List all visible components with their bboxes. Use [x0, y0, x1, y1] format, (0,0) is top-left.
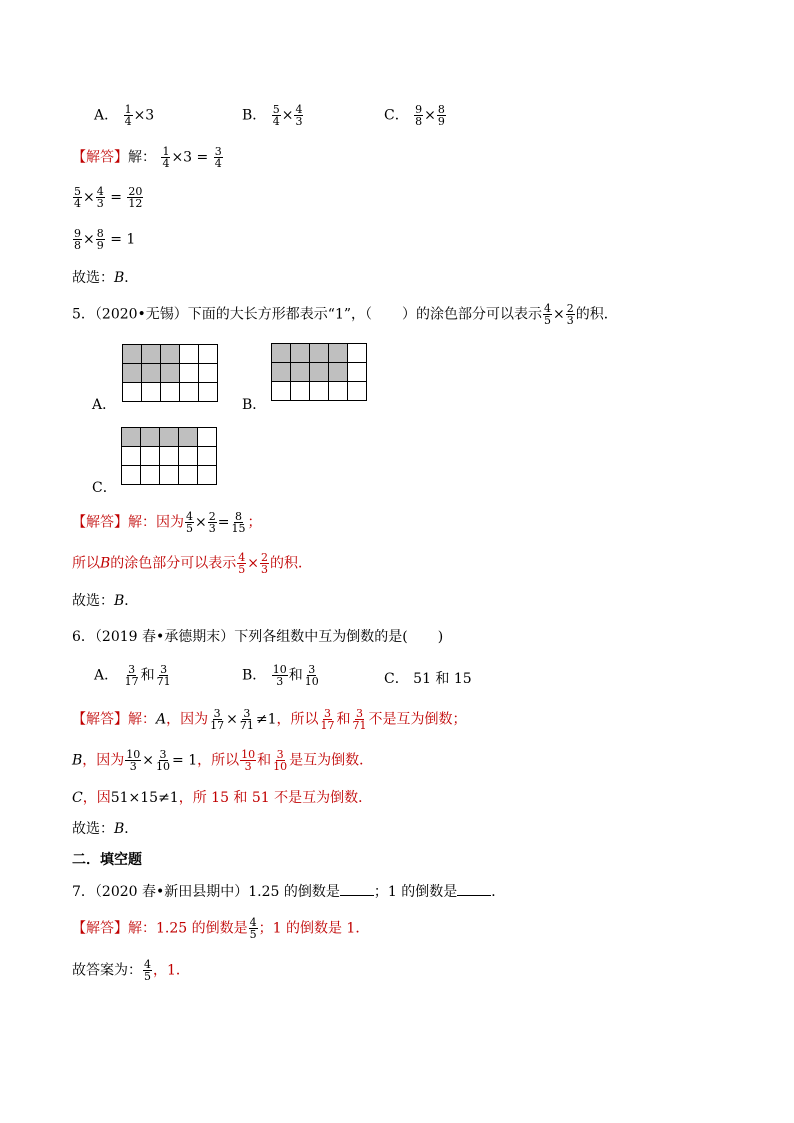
- denominator: 15: [231, 522, 246, 535]
- answer-prefix: 解：: [128, 711, 156, 728]
- denominator: 4: [162, 157, 170, 170]
- stem-text: ): [437, 629, 444, 645]
- option-letter: B．: [242, 667, 267, 684]
- numerator: 3: [276, 748, 284, 761]
- answer-label: 【解答】: [72, 711, 128, 728]
- final-text: ，1．: [153, 962, 190, 979]
- final-label: 故答案为：: [72, 962, 142, 979]
- answer-letter: C: [72, 790, 83, 806]
- fraction: [143, 959, 152, 982]
- fraction: [230, 511, 246, 534]
- equals-result: = 1: [110, 231, 136, 248]
- numerator: 10: [126, 748, 141, 761]
- fraction: [272, 104, 281, 127]
- choice-label: 故选：: [72, 821, 114, 837]
- denominator: 3: [295, 115, 303, 128]
- answer-text: 所以: [72, 555, 100, 572]
- fraction: [124, 664, 140, 687]
- numerator: 5: [272, 103, 280, 116]
- choice-letter: B: [114, 593, 125, 609]
- numerator: 9: [74, 227, 81, 240]
- answer-text: ，因为: [166, 711, 209, 728]
- fraction: [161, 146, 170, 169]
- denominator: 3: [566, 314, 574, 327]
- q5-answer-line-1: [72, 511, 261, 534]
- q4-choice: [72, 268, 138, 288]
- q5-choice: [72, 591, 138, 611]
- answer-text: 解：1.25 的倒数是: [128, 920, 248, 937]
- denominator: 5: [186, 522, 193, 535]
- option-letter: C．: [384, 671, 409, 687]
- numerator: 8: [96, 227, 104, 240]
- numerator: 1: [162, 145, 170, 158]
- equals-result: = 1: [172, 752, 198, 769]
- stem-text: ）的涂色部分可以表示: [402, 306, 543, 323]
- denominator: 71: [352, 719, 367, 732]
- choice-end: ．: [124, 593, 139, 609]
- denominator: 9: [96, 239, 104, 252]
- q4-answer-line-3: [72, 228, 135, 251]
- q4-answer-line-1: [72, 146, 224, 169]
- fraction: [73, 186, 82, 209]
- answer-text: 的积．: [270, 555, 313, 572]
- denominator: 10: [304, 675, 319, 688]
- fraction: [155, 749, 171, 772]
- choice-letter: B: [114, 821, 125, 837]
- fraction: [127, 186, 143, 209]
- numerator: 3: [324, 707, 331, 720]
- fraction: [239, 708, 255, 731]
- fraction: [208, 511, 217, 534]
- option-letter: A．: [94, 667, 119, 684]
- denominator: 4: [272, 115, 280, 128]
- fraction: [156, 664, 172, 687]
- times-sign: ×: [553, 306, 565, 323]
- q4-option-b: [242, 104, 304, 127]
- fraction: [352, 708, 368, 731]
- denominator: 71: [156, 675, 171, 688]
- answer-letter: B: [100, 555, 111, 572]
- fraction: [272, 749, 288, 772]
- operator: ×3: [171, 149, 193, 166]
- numerator: 10: [241, 748, 256, 761]
- denominator: 4: [214, 157, 222, 170]
- q4-option-c: [384, 104, 447, 127]
- semicolon: ；: [247, 514, 262, 531]
- numerator: 4: [96, 185, 104, 198]
- operator: ×: [83, 189, 95, 206]
- not-equal: ≠1: [255, 711, 277, 728]
- denominator: 3: [244, 760, 252, 773]
- fraction: [214, 146, 223, 169]
- numerator: 20: [128, 185, 143, 198]
- fraction: [185, 511, 194, 534]
- fraction: [249, 917, 258, 940]
- answer-text: ，所以: [276, 711, 319, 728]
- denominator: 5: [238, 563, 246, 576]
- q6-option-c: [384, 668, 472, 688]
- q7-answer-line: [72, 917, 369, 940]
- numerator: 2: [261, 551, 269, 564]
- answer-letter: A: [156, 711, 167, 728]
- answer-letter: B: [72, 752, 83, 769]
- q5-grid-c: [121, 427, 217, 485]
- fraction: [543, 303, 552, 326]
- numerator: 4: [144, 958, 151, 971]
- fraction: [96, 228, 105, 251]
- stem-text: 5．（2020•无锡）下面的大长方形都表示“1”，（: [72, 306, 373, 323]
- and-word: 和: [336, 711, 351, 728]
- answer-text: 是互为倒数．: [289, 752, 374, 769]
- q7-stem: [72, 882, 505, 902]
- fraction: [320, 708, 336, 731]
- denominator: 71: [239, 719, 254, 732]
- fraction: [209, 708, 225, 731]
- and-word: 和: [288, 667, 303, 684]
- option-letter: B．: [242, 107, 267, 124]
- q5-stem: [72, 303, 618, 326]
- option-letter: A．: [94, 107, 119, 124]
- answer-text: ，所 15 和 51 不是互为倒数．: [178, 790, 373, 806]
- equals: =: [110, 189, 127, 206]
- times-sign: ×: [226, 711, 238, 728]
- stem-text: 7．（2020 春•新田县期中）1.25 的倒数是: [72, 884, 340, 900]
- denominator: 4: [124, 115, 132, 128]
- q6-option-b: [242, 664, 321, 687]
- fraction: [304, 664, 320, 687]
- operator: ×3: [133, 107, 155, 124]
- section-title: 二．填空题: [72, 852, 142, 868]
- numerator: 3: [160, 663, 168, 676]
- answer-label: 【解答】: [72, 514, 128, 531]
- numerator: 10: [272, 663, 287, 676]
- fraction: [294, 104, 303, 127]
- numerator: 3: [213, 707, 221, 720]
- stem-text: ；1 的倒数是: [373, 884, 458, 900]
- numerator: 2: [566, 302, 574, 315]
- fraction: [125, 749, 141, 772]
- q6-choice: [72, 819, 138, 839]
- q6-option-a: [94, 664, 173, 687]
- numerator: 3: [308, 663, 316, 676]
- denominator: 5: [249, 928, 257, 941]
- answer-text: ，因: [82, 790, 111, 806]
- choice-label: 故选：: [72, 270, 114, 286]
- answer-blank[interactable]: [457, 883, 491, 896]
- q4-answer-line-2: [72, 186, 144, 209]
- fraction: [73, 228, 82, 251]
- denominator: 3: [208, 522, 216, 535]
- answer-text: ，所以: [197, 752, 240, 769]
- and-word: 和: [257, 752, 272, 769]
- fraction: [96, 186, 105, 209]
- option-text: 51 和 15: [413, 671, 472, 687]
- q5-answer-line-2: [72, 552, 312, 575]
- numerator: 3: [159, 748, 167, 761]
- q7-final: [72, 959, 190, 982]
- denominator: 17: [210, 719, 225, 732]
- fraction: [237, 552, 246, 575]
- equals: =: [217, 514, 230, 531]
- choice-end: ．: [124, 821, 139, 837]
- operator: ×: [83, 231, 95, 248]
- denominator: 3: [96, 197, 104, 210]
- denominator: 8: [415, 115, 423, 128]
- answer-text: 解：因为: [128, 514, 184, 531]
- numerator: 3: [356, 707, 363, 720]
- q6-stem: [72, 627, 443, 647]
- numerator: 4: [295, 103, 303, 116]
- fraction: [437, 104, 446, 127]
- denominator: 3: [129, 760, 137, 773]
- answer-blank[interactable]: [340, 883, 374, 896]
- times-sign: ×: [247, 555, 260, 572]
- numerator: 1: [124, 103, 132, 116]
- fraction: [124, 104, 133, 127]
- and-word: 和: [140, 667, 155, 684]
- denominator: 10: [156, 760, 171, 773]
- numerator: 9: [415, 103, 423, 116]
- answer-text: ；1 的倒数是 1．: [258, 920, 370, 937]
- denominator: 8: [74, 239, 81, 252]
- numerator: 8: [234, 510, 242, 523]
- numerator: 4: [249, 916, 257, 929]
- stem-text: ．: [491, 884, 506, 900]
- answer-text: 不是互为倒数；: [368, 711, 467, 728]
- denominator: 17: [320, 719, 335, 732]
- numerator: 4: [544, 302, 552, 315]
- denominator: 17: [124, 675, 139, 688]
- times-sign: ×: [142, 752, 155, 769]
- numerator: 5: [74, 185, 81, 198]
- q6-answer-line-3: [72, 788, 372, 808]
- answer-label: 【解答】: [72, 149, 128, 166]
- fraction: [272, 664, 288, 687]
- denominator: 5: [144, 970, 151, 983]
- choice-end: ．: [124, 270, 139, 286]
- q5-option-b-label: B．: [242, 397, 267, 413]
- stem-text: 6．（2019 春•承德期末）下列各组数中互为倒数的是(: [72, 629, 408, 645]
- numerator: 3: [128, 663, 136, 676]
- expression: 51×15≠1: [110, 790, 179, 806]
- choice-letter: B: [114, 270, 125, 286]
- times-sign: ×: [195, 514, 207, 531]
- q5-option-c-label: C．: [92, 480, 117, 496]
- answer-prefix: 解：: [128, 149, 156, 166]
- q5-grid-a: [122, 344, 218, 402]
- answer-text: ，因为: [82, 752, 125, 769]
- denominator: 3: [261, 563, 269, 576]
- equals: =: [196, 149, 213, 166]
- q5-option-a-label: A．: [92, 397, 117, 413]
- denominator: 4: [74, 197, 81, 210]
- numerator: 3: [243, 707, 251, 720]
- fraction: [240, 749, 256, 772]
- fraction: [566, 303, 575, 326]
- fraction: [260, 552, 269, 575]
- denominator: 9: [437, 115, 445, 128]
- numerator: 4: [238, 551, 246, 564]
- operator: ×: [281, 107, 294, 124]
- denominator: 3: [276, 675, 284, 688]
- stem-text: 的积．: [575, 306, 618, 323]
- fraction: [414, 104, 423, 127]
- choice-label: 故选：: [72, 593, 114, 609]
- q6-answer-line-2: [72, 749, 373, 772]
- denominator: 10: [273, 760, 288, 773]
- q6-answer-line-1: [72, 708, 467, 731]
- operator: ×: [424, 107, 436, 124]
- numerator: 3: [214, 145, 222, 158]
- q5-grid-b: [271, 343, 367, 401]
- answer-text: 的涂色部分可以表示: [110, 555, 237, 572]
- answer-label: 【解答】: [72, 920, 128, 937]
- denominator: 12: [128, 197, 143, 210]
- q4-option-a: [94, 104, 154, 127]
- option-letter: C．: [384, 107, 409, 124]
- numerator: 4: [186, 510, 193, 523]
- numerator: 8: [437, 103, 445, 116]
- numerator: 2: [208, 510, 216, 523]
- denominator: 5: [544, 314, 552, 327]
